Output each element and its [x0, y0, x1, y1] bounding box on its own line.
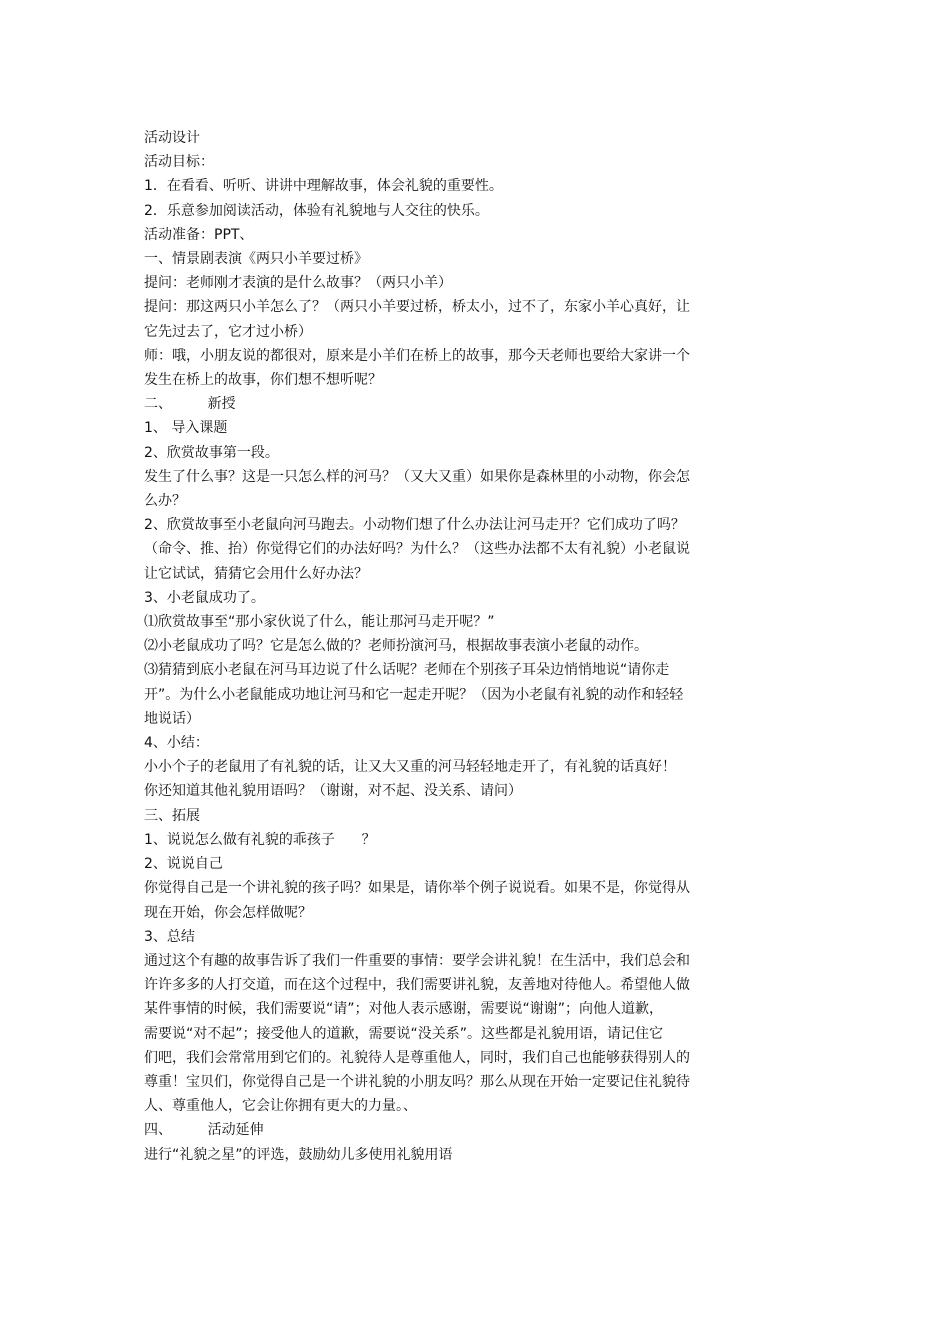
text-line: 3、总结	[144, 928, 195, 945]
text-line: 你还知道其他礼貌用语吗？（谢谢，对不起、没关系、请问）	[144, 783, 522, 800]
text-line: 许许多多的人打交道，而在这个过程中，我们需要讲礼貌，友善地对待他人。希望他人做	[144, 977, 690, 994]
text-line: ⑶猜猜到底小老鼠在河马耳边说了什么话呢？老师在个别孩子耳朵边悄悄地说“请你走	[144, 662, 670, 679]
text-line: 2、说说自己	[144, 856, 223, 873]
text-line: ⑴欣赏故事至“那小家伙说了什么，能让那河马走开呢？”	[144, 614, 495, 631]
text-line: 提问：那这两只小羊怎么了？（两只小羊要过桥，桥太小，过不了，东家小羊心真好，让	[144, 299, 690, 316]
text-line: 们吧，我们会常常用到它们的。礼貌待人是尊重他人，同时，我们自己也能够获得别人的	[144, 1049, 690, 1066]
text-line: 2、欣赏故事至小老鼠向河马跑去。小动物们想了什么办法让河马走开？它们成功了吗？	[144, 517, 685, 534]
text-line: 1、说说怎么做有礼貌的乖孩子 ？	[144, 831, 376, 848]
text-line: 么办？	[144, 493, 186, 510]
text-line: 它先过去了，它才过小桥）	[144, 323, 312, 340]
text-line: 活动设计	[144, 130, 200, 146]
text-line: 2．乐意参加阅读活动，体验有礼貌地与人交往的快乐。	[144, 202, 489, 219]
text-line: 进行“礼貌之星”的评选，鼓励幼儿多使用礼貌用语	[144, 1146, 453, 1163]
text-line: 2、欣赏故事第一段。	[144, 444, 279, 461]
text-line: 三、拓展	[144, 807, 200, 824]
text-line: 二、 新授	[144, 396, 236, 413]
text-line: 小小个子的老鼠用了有礼貌的话，让又大又重的河马轻轻地走开了，有礼貌的话真好！	[144, 759, 676, 776]
text-line: （命令、推、抬）你觉得它们的办法好吗？为什么？（这些办法都不太有礼貌）小老鼠说	[144, 541, 690, 558]
text-line: 活动准备：PPT、	[144, 226, 254, 243]
text-line: 开”。为什么小老鼠能成功地让河马和它一起走开呢？（因为小老鼠有礼貌的动作和轻轻	[144, 686, 684, 703]
text-line: 一、情景剧表演《两只小羊要过桥》	[144, 251, 368, 268]
text-line: 4、小结：	[144, 735, 209, 752]
text-line: 1．在看看、听听、讲讲中理解故事，体会礼貌的重要性。	[144, 178, 503, 195]
text-line: 3、小老鼠成功了。	[144, 589, 265, 606]
text-line: 需要说“对不起”；接受他人的道歉，需要说“没关系”。这些都是礼貌用语，请记住它	[144, 1025, 664, 1042]
text-line: 活动目标：	[144, 154, 214, 171]
text-line: 提问：老师刚才表演的是什么故事？（两只小羊）	[144, 275, 452, 292]
text-line: 地说话）	[144, 710, 200, 727]
text-line: 你觉得自己是一个讲礼貌的孩子吗？如果是，请你举个例子说说看。如果不是，你觉得从	[144, 880, 690, 897]
text-line: 四、 活动延伸	[144, 1122, 264, 1139]
text-line: 现在开始，你会怎样做呢？	[144, 904, 312, 921]
text-line: ⑵小老鼠成功了吗？它是怎么做的？老师扮演河马，根据故事表演小老鼠的动作。	[144, 638, 648, 655]
text-line: 师：哦，小朋友说的都很对，原来是小羊们在桥上的故事，那今天老师也要给大家讲一个	[144, 347, 690, 364]
text-line: 人、尊重他人，它会让你拥有更大的力量。、	[144, 1098, 417, 1115]
text-line: 1、 导入课题	[144, 420, 228, 437]
text-line: 发生在桥上的故事，你们想不想听呢？	[144, 372, 382, 389]
text-line: 让它试试，猜猜它会用什么好办法？	[144, 565, 368, 582]
text-line: 尊重！宝贝们，你觉得自己是一个讲礼貌的小朋友吗？那么从现在开始一定要记住礼貌待	[144, 1073, 690, 1090]
text-line: 某件事情的时候，我们需要说“请”；对他人表示感谢，需要说“谢谢”；向他人道歉，	[144, 1001, 664, 1018]
text-line: 通过这个有趣的故事告诉了我们一件重要的事情：要学会讲礼貌！在生活中，我们总会和	[144, 952, 690, 969]
document-page	[144, 126, 808, 1167]
text-line: 发生了什么事？这是一只怎么样的河马？（又大又重）如果你是森林里的小动物，你会怎	[144, 468, 690, 485]
